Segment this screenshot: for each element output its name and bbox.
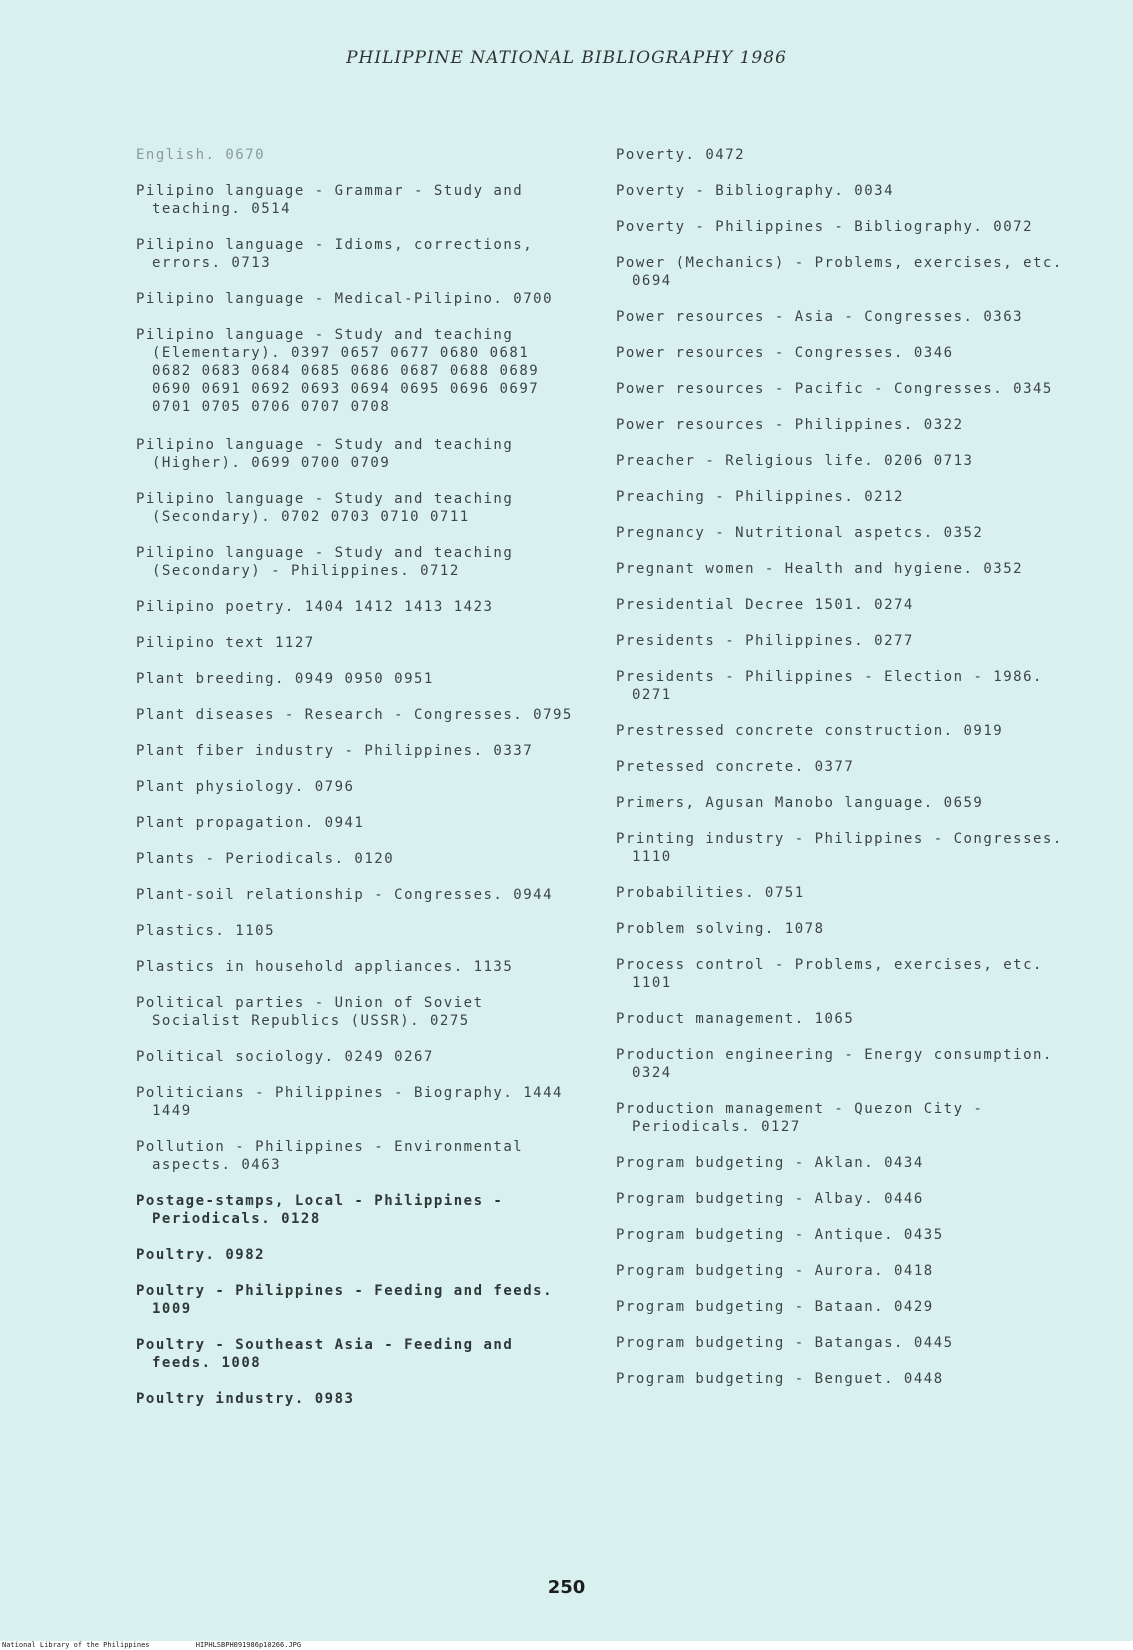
index-entry: Pilipino language - Study and teaching (Secondary) - Philippines. 0712 (136, 545, 514, 579)
footer-filename: HIPHLSBPH091986p10266.JPG (195, 1641, 302, 1649)
index-entry: Poultry - Southeast Asia - Feeding and feeds. 1008 (136, 1337, 514, 1371)
index-entry: Program budgeting - Benguet. 0448 (616, 1371, 944, 1387)
index-entry: Pretessed concrete. 0377 (616, 759, 855, 775)
index-entry: Power resources - Asia - Congresses. 0363 (616, 309, 1024, 325)
index-entry: Power resources - Pacific - Congresses. 0345 (616, 381, 1053, 397)
index-column-right (616, 146, 1066, 1406)
index-entry: Production engineering - Energy consumption. 0324 (616, 1047, 1053, 1081)
index-entry: Politicians - Philippines - Biography. 1444 1449 (136, 1085, 563, 1119)
index-entry: Problem solving. 1078 (616, 921, 825, 937)
index-entry: Presidents - Philippines - Election - 1986. 0271 (616, 669, 1043, 703)
index-entry: Pilipino text 1127 (136, 635, 315, 651)
index-entry: Pilipino language - Study and teaching (Higher). 0699 0700 0709 (136, 437, 514, 471)
index-entry: Poverty - Philippines - Bibliography. 0072 (616, 219, 1034, 235)
index-entry: Pilipino language - Study and teaching (Secondary). 0702 0703 0710 0711 (136, 491, 514, 525)
index-entry: Plastics. 1105 (136, 923, 276, 939)
index-entry: Poverty. 0472 (616, 147, 746, 163)
index-entry: Prestressed concrete construction. 0919 (616, 723, 1004, 739)
scan-footer (0, 1641, 1133, 1650)
index-entry: Program budgeting - Aklan. 0434 (616, 1155, 924, 1171)
index-entry: Power (Mechanics) - Problems, exercises, etc. 0694 (616, 255, 1063, 289)
index-entry: Pilipino language - Idioms, corrections, errors. 0713 (136, 237, 534, 271)
index-entry: Plants - Periodicals. 0120 (136, 851, 395, 867)
index-entry: Postage-stamps, Local - Philippines - Periodicals. 0128 (136, 1193, 504, 1227)
index-entry: Pilipino language - Study and teaching (Elementary). 0397 0657 0677 0680 0681 0682 0683 0684 0685 0686 0687 0688 0689 0690 0691 0692 0693 0694 0695 0696 0697 0701 0705 0706 0707 0708 (136, 327, 540, 415)
index-entry: Poultry - Philippines - Feeding and feeds. 1009 (136, 1283, 554, 1317)
index-entry: Plant-soil relationship - Congresses. 0944 (136, 887, 554, 903)
index-entry: Political sociology. 0249 0267 (136, 1049, 434, 1065)
index-entry: Pregnancy - Nutritional aspetcs. 0352 (616, 525, 984, 541)
index-entry: Preaching - Philippines. 0212 (616, 489, 904, 505)
index-entry: Plant fiber industry - Philippines. 0337 (136, 743, 534, 759)
index-entry: Plastics in household appliances. 1135 (136, 959, 514, 975)
index-entry: Poultry. 0982 (136, 1247, 266, 1263)
index-entry: Pilipino poetry. 1404 1412 1413 1423 (136, 599, 494, 615)
page-title: PHILIPPINE NATIONAL BIBLIOGRAPHY 1986 (346, 48, 787, 68)
index-entry: Power resources - Congresses. 0346 (616, 345, 954, 361)
index-entry: Plant diseases - Research - Congresses. 0795 (136, 707, 573, 723)
index-column-left (136, 146, 576, 1426)
index-entry: Pregnant women - Health and hygiene. 0352 (616, 561, 1024, 577)
index-entry: Product management. 1065 (616, 1011, 855, 1027)
index-entry: Program budgeting - Albay. 0446 (616, 1191, 924, 1207)
index-entry: Pollution - Philippines - Environmental aspects. 0463 (136, 1139, 524, 1173)
index-entry: Plant propagation. 0941 (136, 815, 365, 831)
index-entry: English. 0670 (136, 147, 266, 163)
index-entry: Power resources - Philippines. 0322 (616, 417, 964, 433)
index-entry: Pilipino language - Grammar - Study and teaching. 0514 (136, 183, 524, 217)
index-entry: Plant physiology. 0796 (136, 779, 355, 795)
index-entry: Presidential Decree 1501. 0274 (616, 597, 914, 613)
index-entry: Program budgeting - Antique. 0435 (616, 1227, 944, 1243)
index-entry: Presidents - Philippines. 0277 (616, 633, 914, 649)
index-entry: Poverty - Bibliography. 0034 (616, 183, 895, 199)
index-entry: Pilipino language - Medical-Pilipino. 0700 (136, 291, 554, 307)
index-entry: Program budgeting - Batangas. 0445 (616, 1335, 954, 1351)
index-entry: Preacher - Religious life. 0206 0713 (616, 453, 974, 469)
index-entry: Printing industry - Philippines - Congresses. 1110 (616, 831, 1063, 865)
page-number: 250 (547, 1577, 586, 1598)
index-entry: Program budgeting - Bataan. 0429 (616, 1299, 934, 1315)
index-entry: Program budgeting - Aurora. 0418 (616, 1263, 934, 1279)
index-entry: Process control - Problems, exercises, etc. 1101 (616, 957, 1043, 991)
footer-credit: National Library of the Philippines (2, 1641, 150, 1649)
index-entry: Primers, Agusan Manobo language. 0659 (616, 795, 984, 811)
index-entry: Probabilities. 0751 (616, 885, 805, 901)
index-entry: Plant breeding. 0949 0950 0951 (136, 671, 434, 687)
index-entry: Poultry industry. 0983 (136, 1391, 355, 1407)
index-entry: Political parties - Union of Soviet Socialist Republics (USSR). 0275 (136, 995, 484, 1029)
index-entry: Production management - Quezon City - Periodicals. 0127 (616, 1101, 984, 1135)
